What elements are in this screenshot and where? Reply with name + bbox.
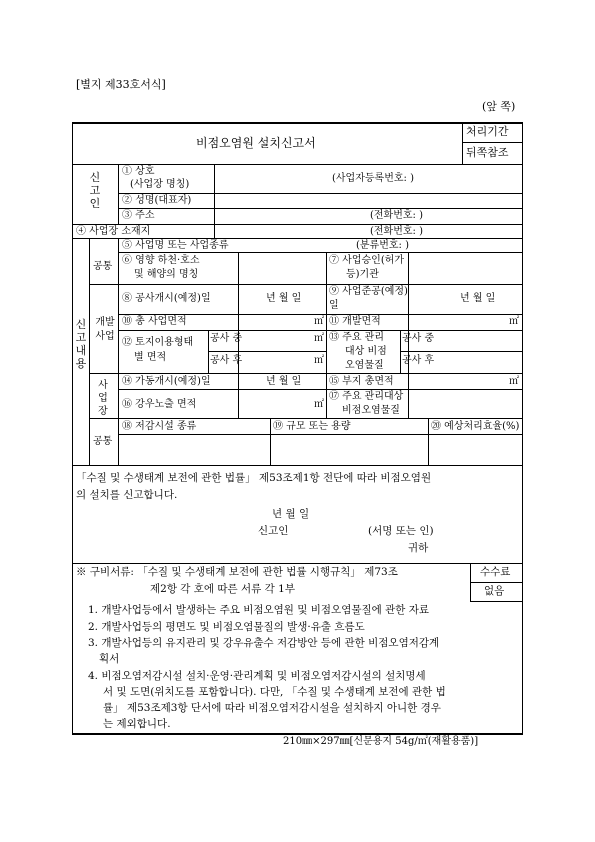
- title-divider: [462, 122, 463, 164]
- land-use-area-label-2: 별 면적: [134, 352, 167, 363]
- row-line: [400, 351, 522, 352]
- area-unit: ㎡: [509, 316, 519, 327]
- declaration-bottom-line: [72, 563, 522, 564]
- applicant-value-line: [214, 164, 215, 224]
- total-area-label: ⑩ 총 사업면적: [122, 316, 187, 327]
- development-area-label: ⑪ 개발면적: [329, 316, 381, 327]
- content-subsection-line: [118, 238, 119, 465]
- content-center-line: [326, 252, 327, 418]
- approval-agency-label: ⑦ 사업승인(허가: [329, 255, 405, 266]
- construction-start-label: ⑧ 공사개시(예정)일: [122, 293, 211, 304]
- operation-start-label: ⑭ 가동개시(예정)일: [122, 376, 211, 387]
- land-use-area-label: ⑫ 토지이용형태: [122, 337, 194, 348]
- main-pollutant-label-3: 오염물질: [345, 360, 384, 371]
- row-line: [118, 434, 522, 435]
- site-pollutant-label-2: 비점오염물질: [342, 405, 400, 416]
- scale-capacity-label: ⑲ 규모 또는 용량: [273, 421, 351, 432]
- content-bottom-line: [72, 465, 522, 466]
- reduction-facility-type-label: ⑱ 저감시설 종류: [122, 421, 197, 432]
- area-unit: ㎡: [314, 316, 324, 327]
- project-name-label: ⑤ 사업명 또는 사업종류: [122, 240, 229, 251]
- rain-exposure-area-label: ⑯ 강우노출 면적: [122, 399, 197, 410]
- document-item-4: 4. 비점오염저감시설 설치·운영·관리계획 및 비점오염저감시설의 설치명세: [88, 670, 426, 682]
- fee-line: [470, 582, 522, 583]
- area-unit: ㎡: [314, 399, 324, 410]
- after-construction-label: 공사 후: [210, 355, 243, 366]
- recipient-label: 귀하: [408, 542, 429, 554]
- affected-water-label-2: 및 해양의 명칭: [134, 269, 199, 280]
- representative-label: ② 성명(대표자): [122, 195, 192, 206]
- address-label: ③ 주소: [122, 210, 155, 221]
- processing-divider: [462, 142, 522, 143]
- page-side-label: (앞 쪽): [482, 100, 516, 113]
- area-unit: ㎡: [509, 376, 519, 387]
- classification-number: (분류번호: ): [356, 240, 409, 251]
- row-line: [89, 373, 522, 374]
- during-construction-label: 공사 중: [402, 333, 435, 344]
- declaration-line-1: 「수질 및 수생태계 보전에 관한 법률」 제53조제1항 전단에 따라 비점오염원: [76, 472, 432, 484]
- company-name-label: ① 상호: [122, 166, 155, 177]
- business-site-label: 사업장: [98, 380, 108, 417]
- row-line: [72, 224, 522, 225]
- company-name-label-2: (사업장 명칭): [130, 179, 190, 190]
- document-item-4-cont: 률」 제53조제3항 단서에 따라 비점오염저감시설을 설치하지 아니한 경우: [103, 702, 441, 714]
- row-line: [118, 208, 522, 209]
- development-project-label: 개발사업: [95, 317, 115, 342]
- site-pollutant-label: ⑰ 주요 관리대상: [329, 391, 404, 402]
- document-item-3-cont: 획서: [99, 653, 120, 665]
- row-line: [118, 193, 522, 194]
- fee-label: 수수료: [480, 566, 511, 578]
- frame-top: [72, 122, 523, 124]
- document-item-4-cont: 서 및 도면(위치도를 포함합니다). 다만, 「수질 및 수생태계 보전에 관한 법: [103, 686, 446, 698]
- processing-period-value: 뒤쪽참조: [466, 146, 509, 159]
- required-documents-header-2: 제2항 각 호에 따른 서류 각 1부: [150, 583, 295, 595]
- applicant-section-label: 신고인: [89, 171, 101, 210]
- paper-spec: 210㎜×297㎜[신문용지 54g/㎡(재활용품)]: [283, 736, 479, 747]
- main-pollutant-label: ⑬ 주요 관리: [329, 332, 384, 343]
- fee-line: [470, 601, 522, 602]
- site-value-line: [214, 224, 215, 238]
- construction-start-date: 년 월 일: [266, 293, 302, 304]
- common-label: 공통: [93, 261, 113, 272]
- site-total-area-label: ⑮ 부지 총면적: [329, 376, 394, 387]
- frame-right: [522, 122, 523, 734]
- approval-agency-label-2: 등)기관: [346, 269, 379, 280]
- expected-efficiency-label: ⑳ 예상처리효율(%): [431, 421, 520, 432]
- phone-number: (전화번호: ): [370, 210, 423, 221]
- fee-value: 없음: [484, 585, 505, 597]
- site-phone-number: (전화번호: ): [370, 226, 423, 237]
- content-section-line: [89, 238, 90, 465]
- row-line: [118, 252, 522, 253]
- document-item-3: 3. 개발사업등의 유지관리 및 강우유출수 저감방안 등에 관한 비점오염저감계: [88, 637, 440, 649]
- declaration-date: 년 월 일: [272, 508, 310, 520]
- site-address-label: ④ 사업장 소재지: [76, 226, 151, 237]
- business-reg-number: (사업자등록번호: ): [332, 173, 414, 184]
- frame-bottom: [72, 733, 523, 735]
- after-construction-label: 공사 후: [402, 355, 435, 366]
- row-line: [89, 284, 522, 285]
- declaration-line-2: 의 설치를 신고합니다.: [76, 489, 178, 501]
- area-unit: ㎡: [314, 355, 324, 366]
- common-label-2: 공통: [93, 436, 113, 447]
- required-documents-header: ※ 구비서류: 「수질 및 수생태계 보전에 관한 법률 시행규칙」 제73조: [76, 566, 398, 578]
- report-content-label: 신고내용: [75, 318, 87, 370]
- applicant-col-line: [118, 164, 119, 224]
- operation-start-date: 년 월 일: [266, 376, 302, 387]
- document-item-2: 2. 개발사업등의 평면도 및 비점오염물질의 발생·유출 흐름도: [88, 621, 365, 633]
- signer-label: 신고인: [258, 525, 289, 537]
- document-item-4-cont: 는 제외합니다.: [103, 718, 171, 730]
- row-line: [118, 330, 522, 331]
- processing-period-label: 처리기간: [466, 125, 509, 138]
- form-number-label: [별지 제33호서식]: [76, 78, 166, 91]
- completion-label: ⑨ 사업준공(예정): [329, 286, 408, 297]
- row-line: [208, 351, 326, 352]
- facility-col-line: [428, 418, 429, 465]
- row-line: [118, 389, 522, 390]
- facility-col-line: [270, 418, 271, 465]
- form-title: 비점오염원 설치신고서: [196, 136, 316, 150]
- title-bottom-line: [72, 164, 522, 165]
- affected-water-label: ⑥ 영향 하천·호소: [122, 255, 200, 266]
- row-line: [89, 418, 522, 419]
- main-pollutant-label-2: 대상 비점: [345, 346, 387, 357]
- during-construction-label: 공사 중: [210, 333, 243, 344]
- document-item-1: 1. 개발사업등에서 발생하는 주요 비점오염원 및 비점오염물질에 관한 자료: [88, 604, 430, 616]
- row-line: [118, 314, 522, 315]
- frame-left: [72, 122, 73, 734]
- signature-label: (서명 또는 인): [368, 525, 434, 537]
- completion-date: 년 월 일: [460, 293, 496, 304]
- area-unit: ㎡: [314, 333, 324, 344]
- row-line: [72, 238, 522, 239]
- completion-label-2: 일: [329, 300, 339, 311]
